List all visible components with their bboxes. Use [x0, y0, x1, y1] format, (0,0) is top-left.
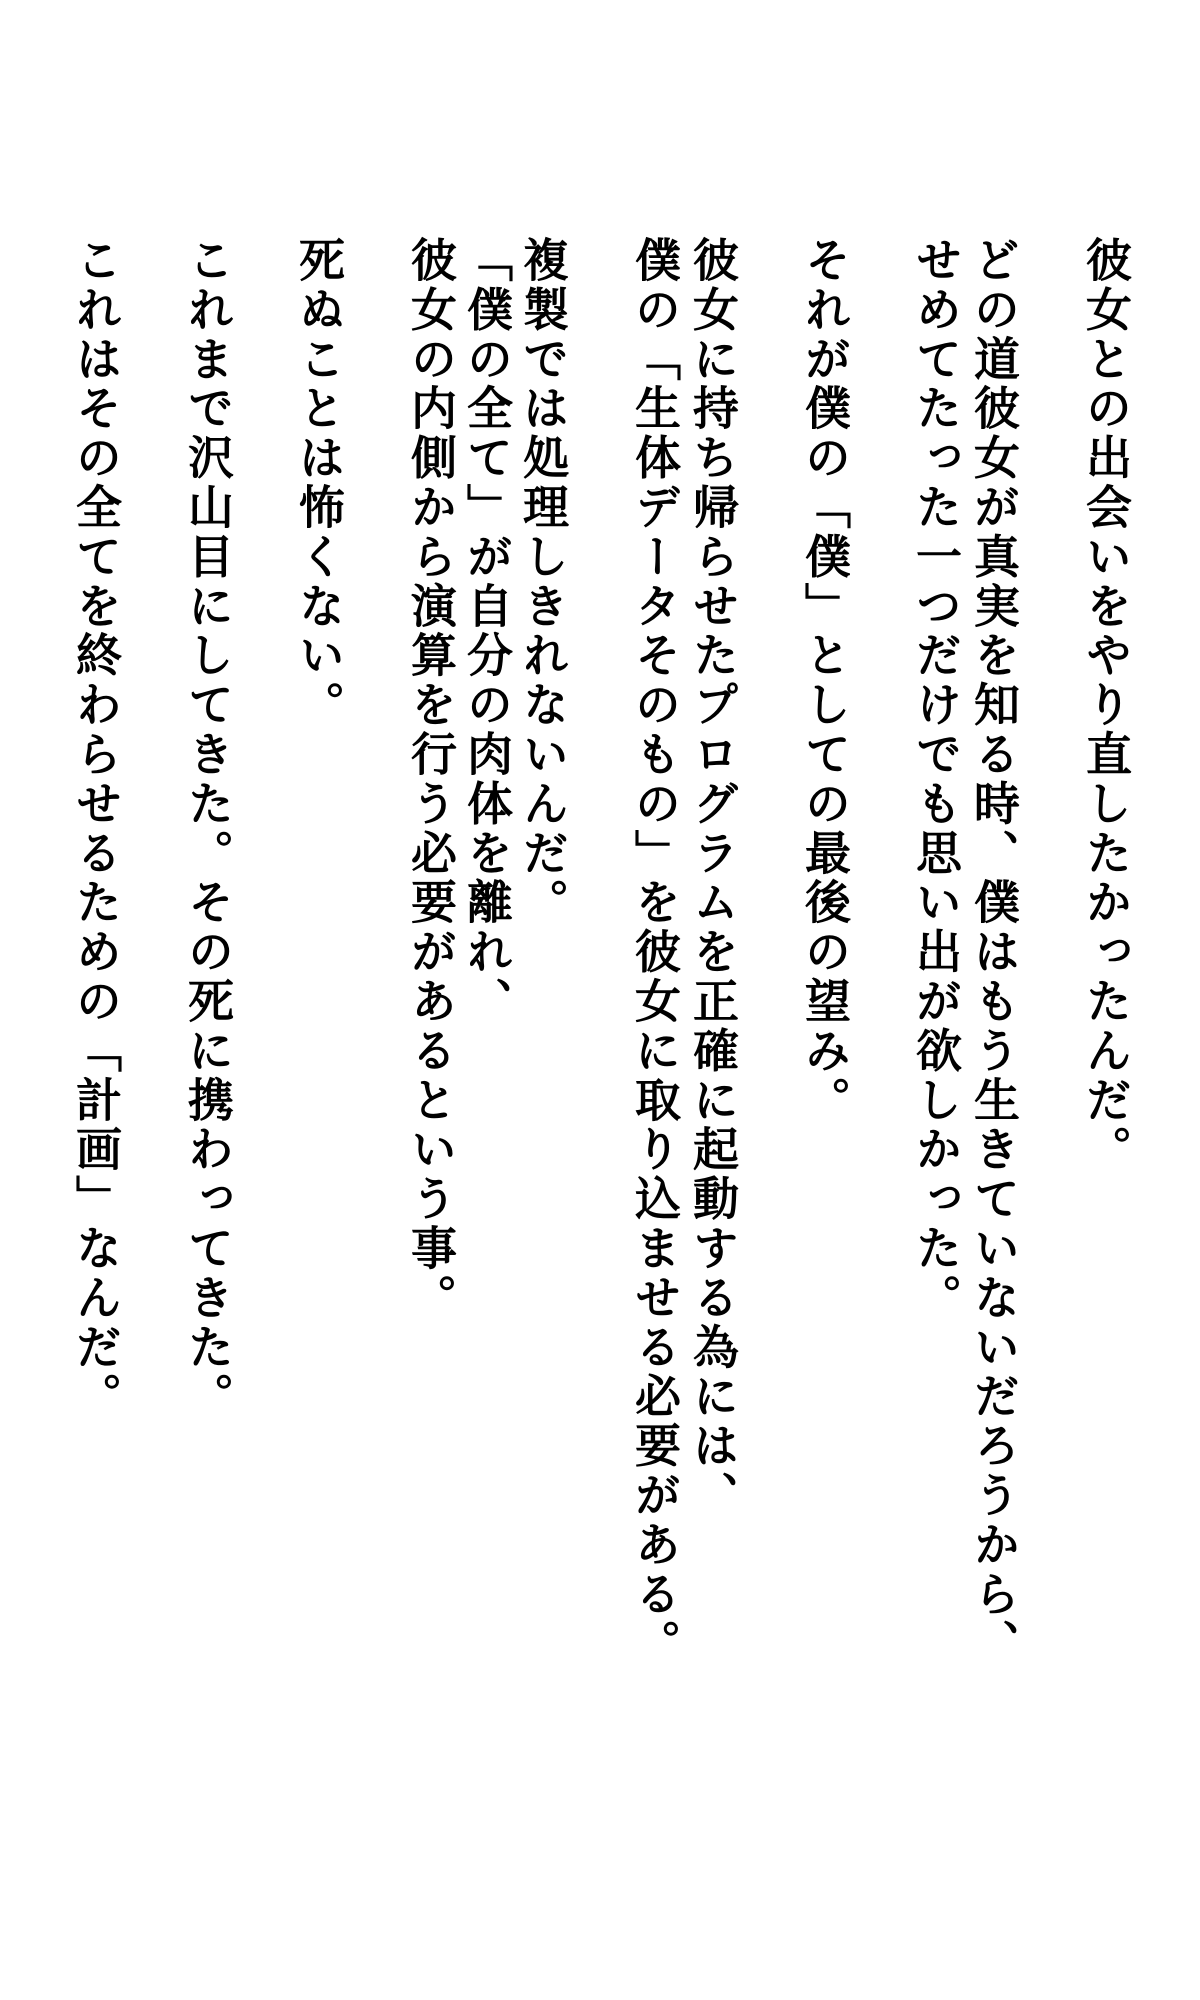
text-line-10: 死ぬことは怖くない。: [292, 236, 346, 730]
text-line-3: せめてたった一つだけでも思い出が欲しかった。: [909, 236, 963, 1323]
text-line-8: 「僕の全て」が自分の肉体を離れ、: [460, 236, 514, 1027]
text-line-6: 僕の「生体データそのもの」を彼女に取り込ませる必要がある。: [628, 236, 682, 1669]
text-line-4: それが僕の「僕」としての最後の望み。: [798, 236, 852, 1126]
text-line-1: 彼女との出会いをやり直したかったんだ。: [1079, 236, 1133, 1175]
text-line-11: これまで沢山目にしてきた。その死に携わってきた。: [181, 236, 235, 1422]
text-line-2: どの道彼女が真実を知る時、僕はもう生きていないだろうから、: [967, 236, 1021, 1669]
text-line-12: これはその全てを終わらせるための「計画」なんだ。: [69, 236, 123, 1422]
text-line-9: 彼女の内側から演算を行う必要があるという事。: [404, 236, 458, 1323]
text-line-5: 彼女に持ち帰らせたプログラムを正確に起動する為には、: [686, 236, 740, 1521]
text-line-7: 複製では処理しきれないんだ。: [516, 236, 570, 928]
